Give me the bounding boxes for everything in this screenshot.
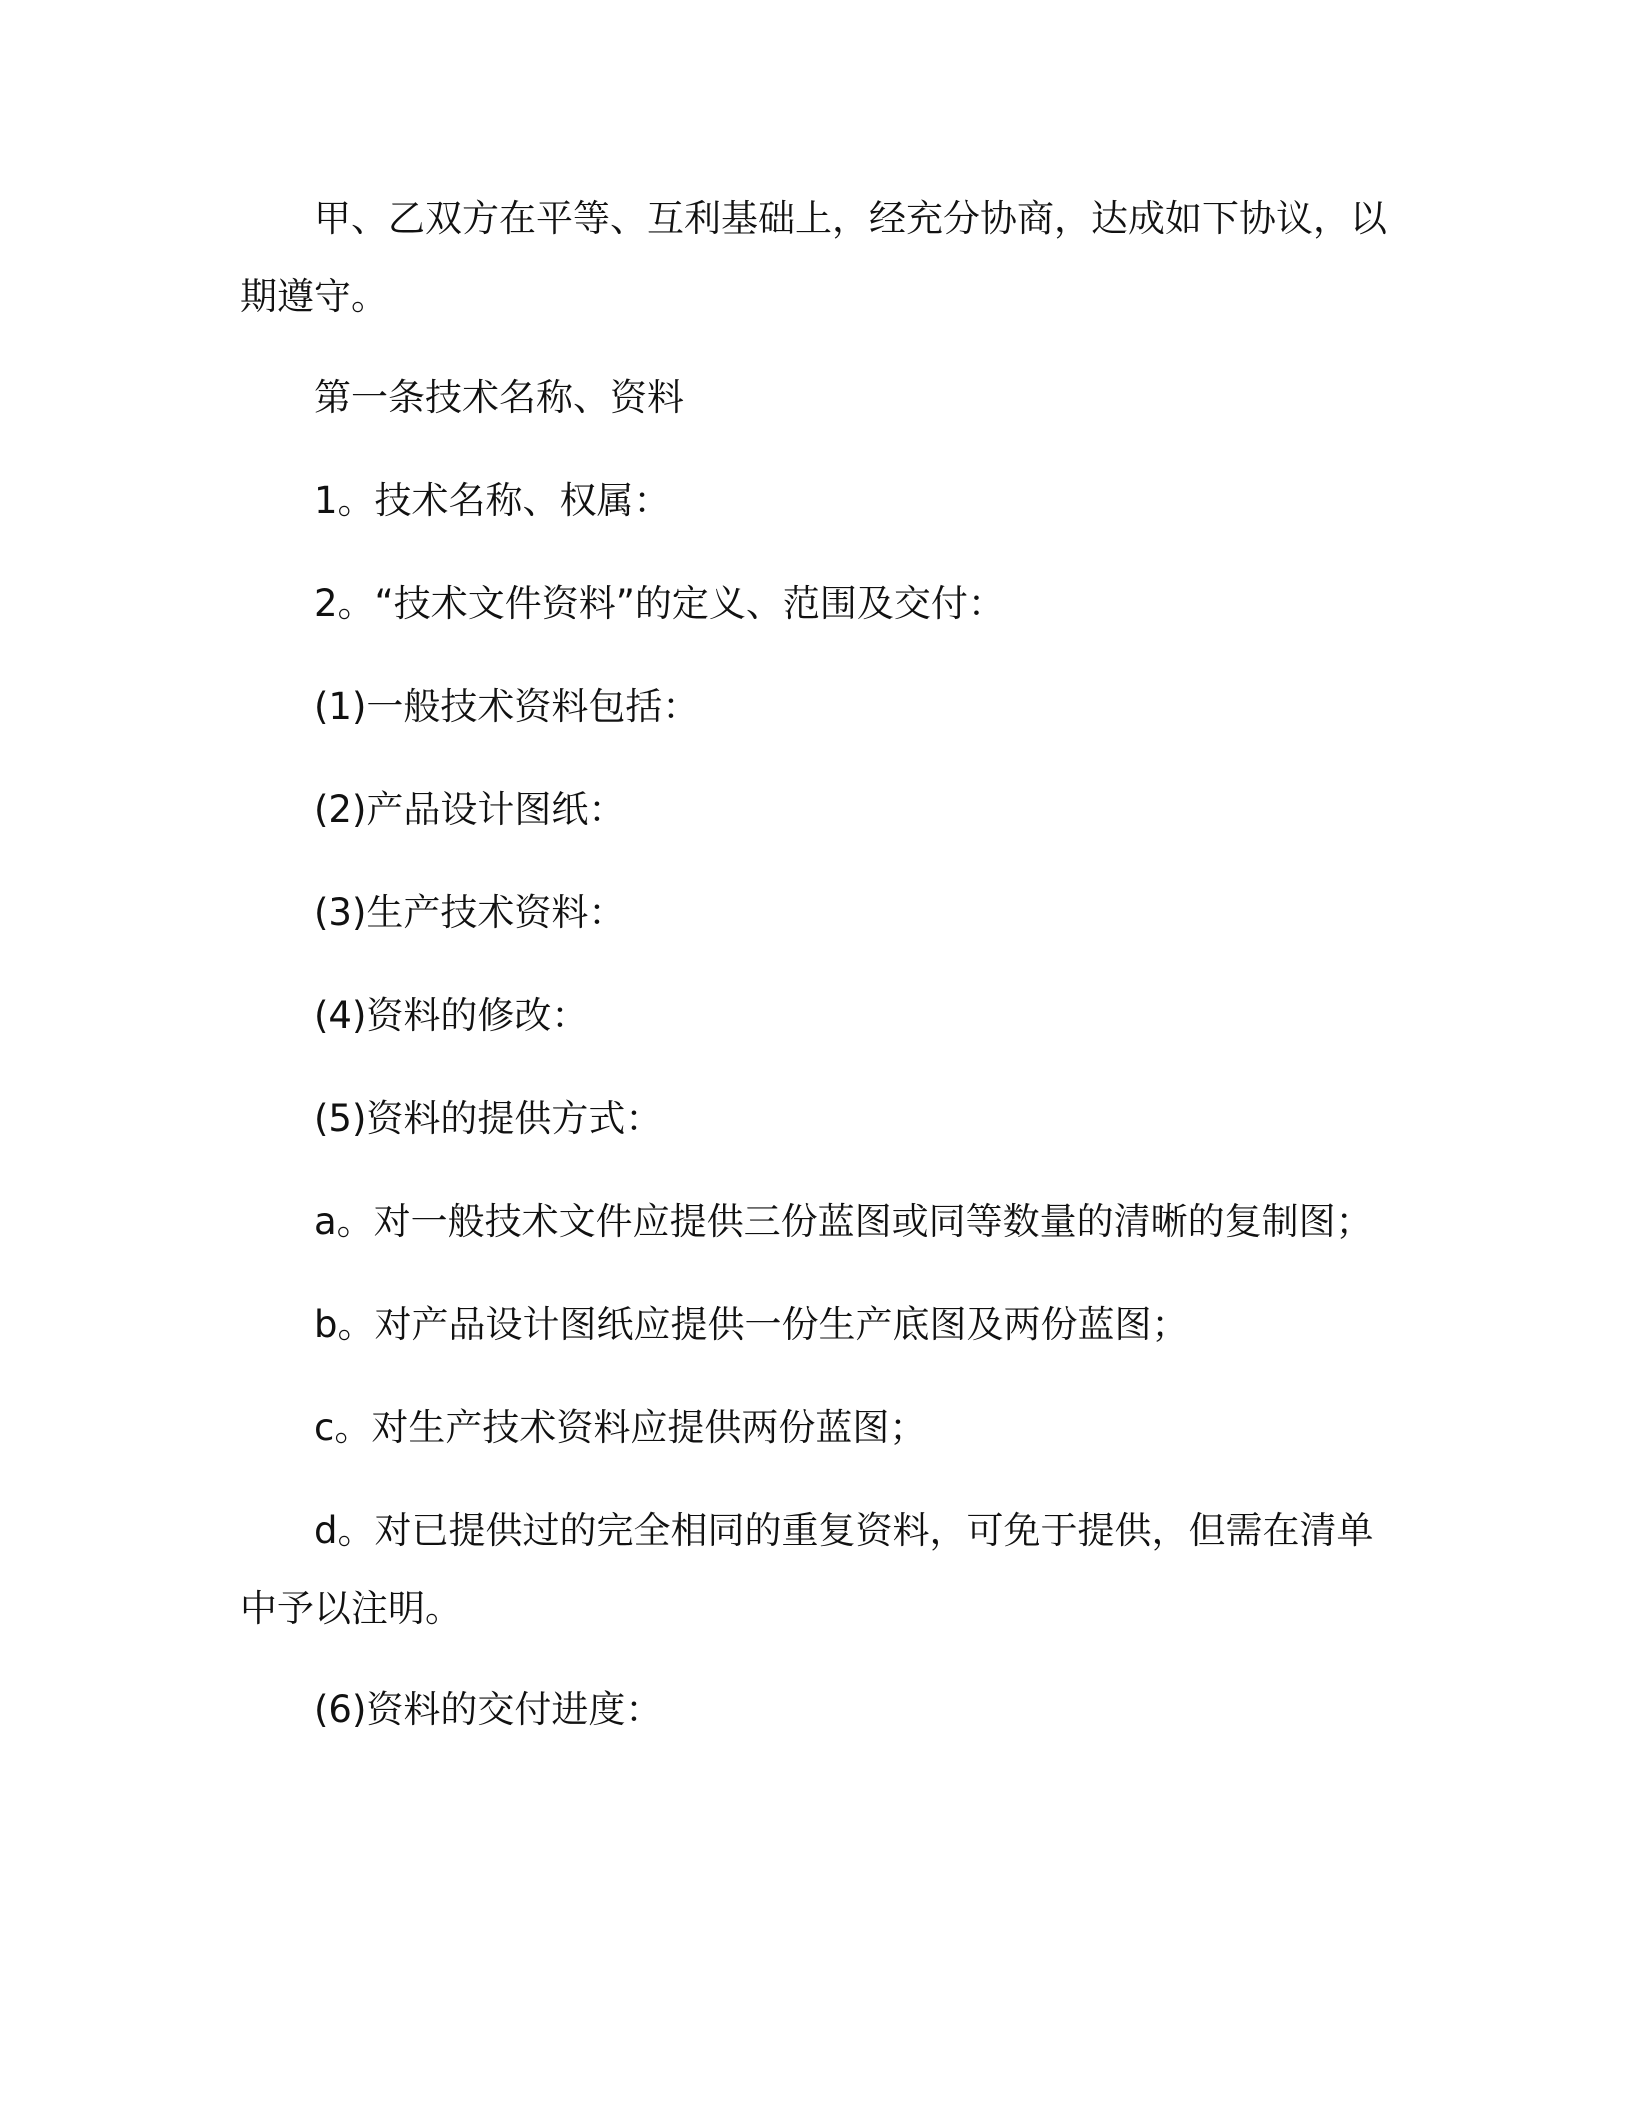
paragraph-subitem-2: (2)产品设计图纸： bbox=[314, 788, 626, 831]
paragraph-subitem-5: (5)资料的提供方式： bbox=[314, 1097, 663, 1140]
paragraph-clause-b: b。对产品设计图纸应提供一份生产底图及两份蓝图； bbox=[314, 1303, 1189, 1346]
paragraph-item-1: 1。技术名称、权属： bbox=[314, 479, 671, 522]
paragraph-subitem-6: (6)资料的交付进度： bbox=[314, 1688, 663, 1731]
paragraph-subitem-4: (4)资料的修改： bbox=[314, 994, 589, 1037]
paragraph-preamble: 甲、乙双方在平等、互利基础上，经充分协商，达成如下协议，以期遵守。 bbox=[240, 197, 1387, 318]
paragraph-article-one-heading: 第一条技术名称、资料 bbox=[314, 376, 684, 419]
paragraph-clause-a: a。对一般技术文件应提供三份蓝图或同等数量的清晰的复制图； bbox=[314, 1200, 1373, 1243]
paragraph-subitem-3: (3)生产技术资料： bbox=[314, 891, 626, 934]
paragraph-clause-c: c。对生产技术资料应提供两份蓝图； bbox=[314, 1406, 927, 1449]
paragraph-item-2: 2。“技术文件资料”的定义、范围及交付： bbox=[314, 582, 1005, 625]
paragraph-subitem-1: (1)一般技术资料包括： bbox=[314, 685, 700, 728]
paragraph-clause-d: d。对已提供过的完全相同的重复资料，可免于提供，但需在清单中予以注明。 bbox=[240, 1509, 1374, 1630]
